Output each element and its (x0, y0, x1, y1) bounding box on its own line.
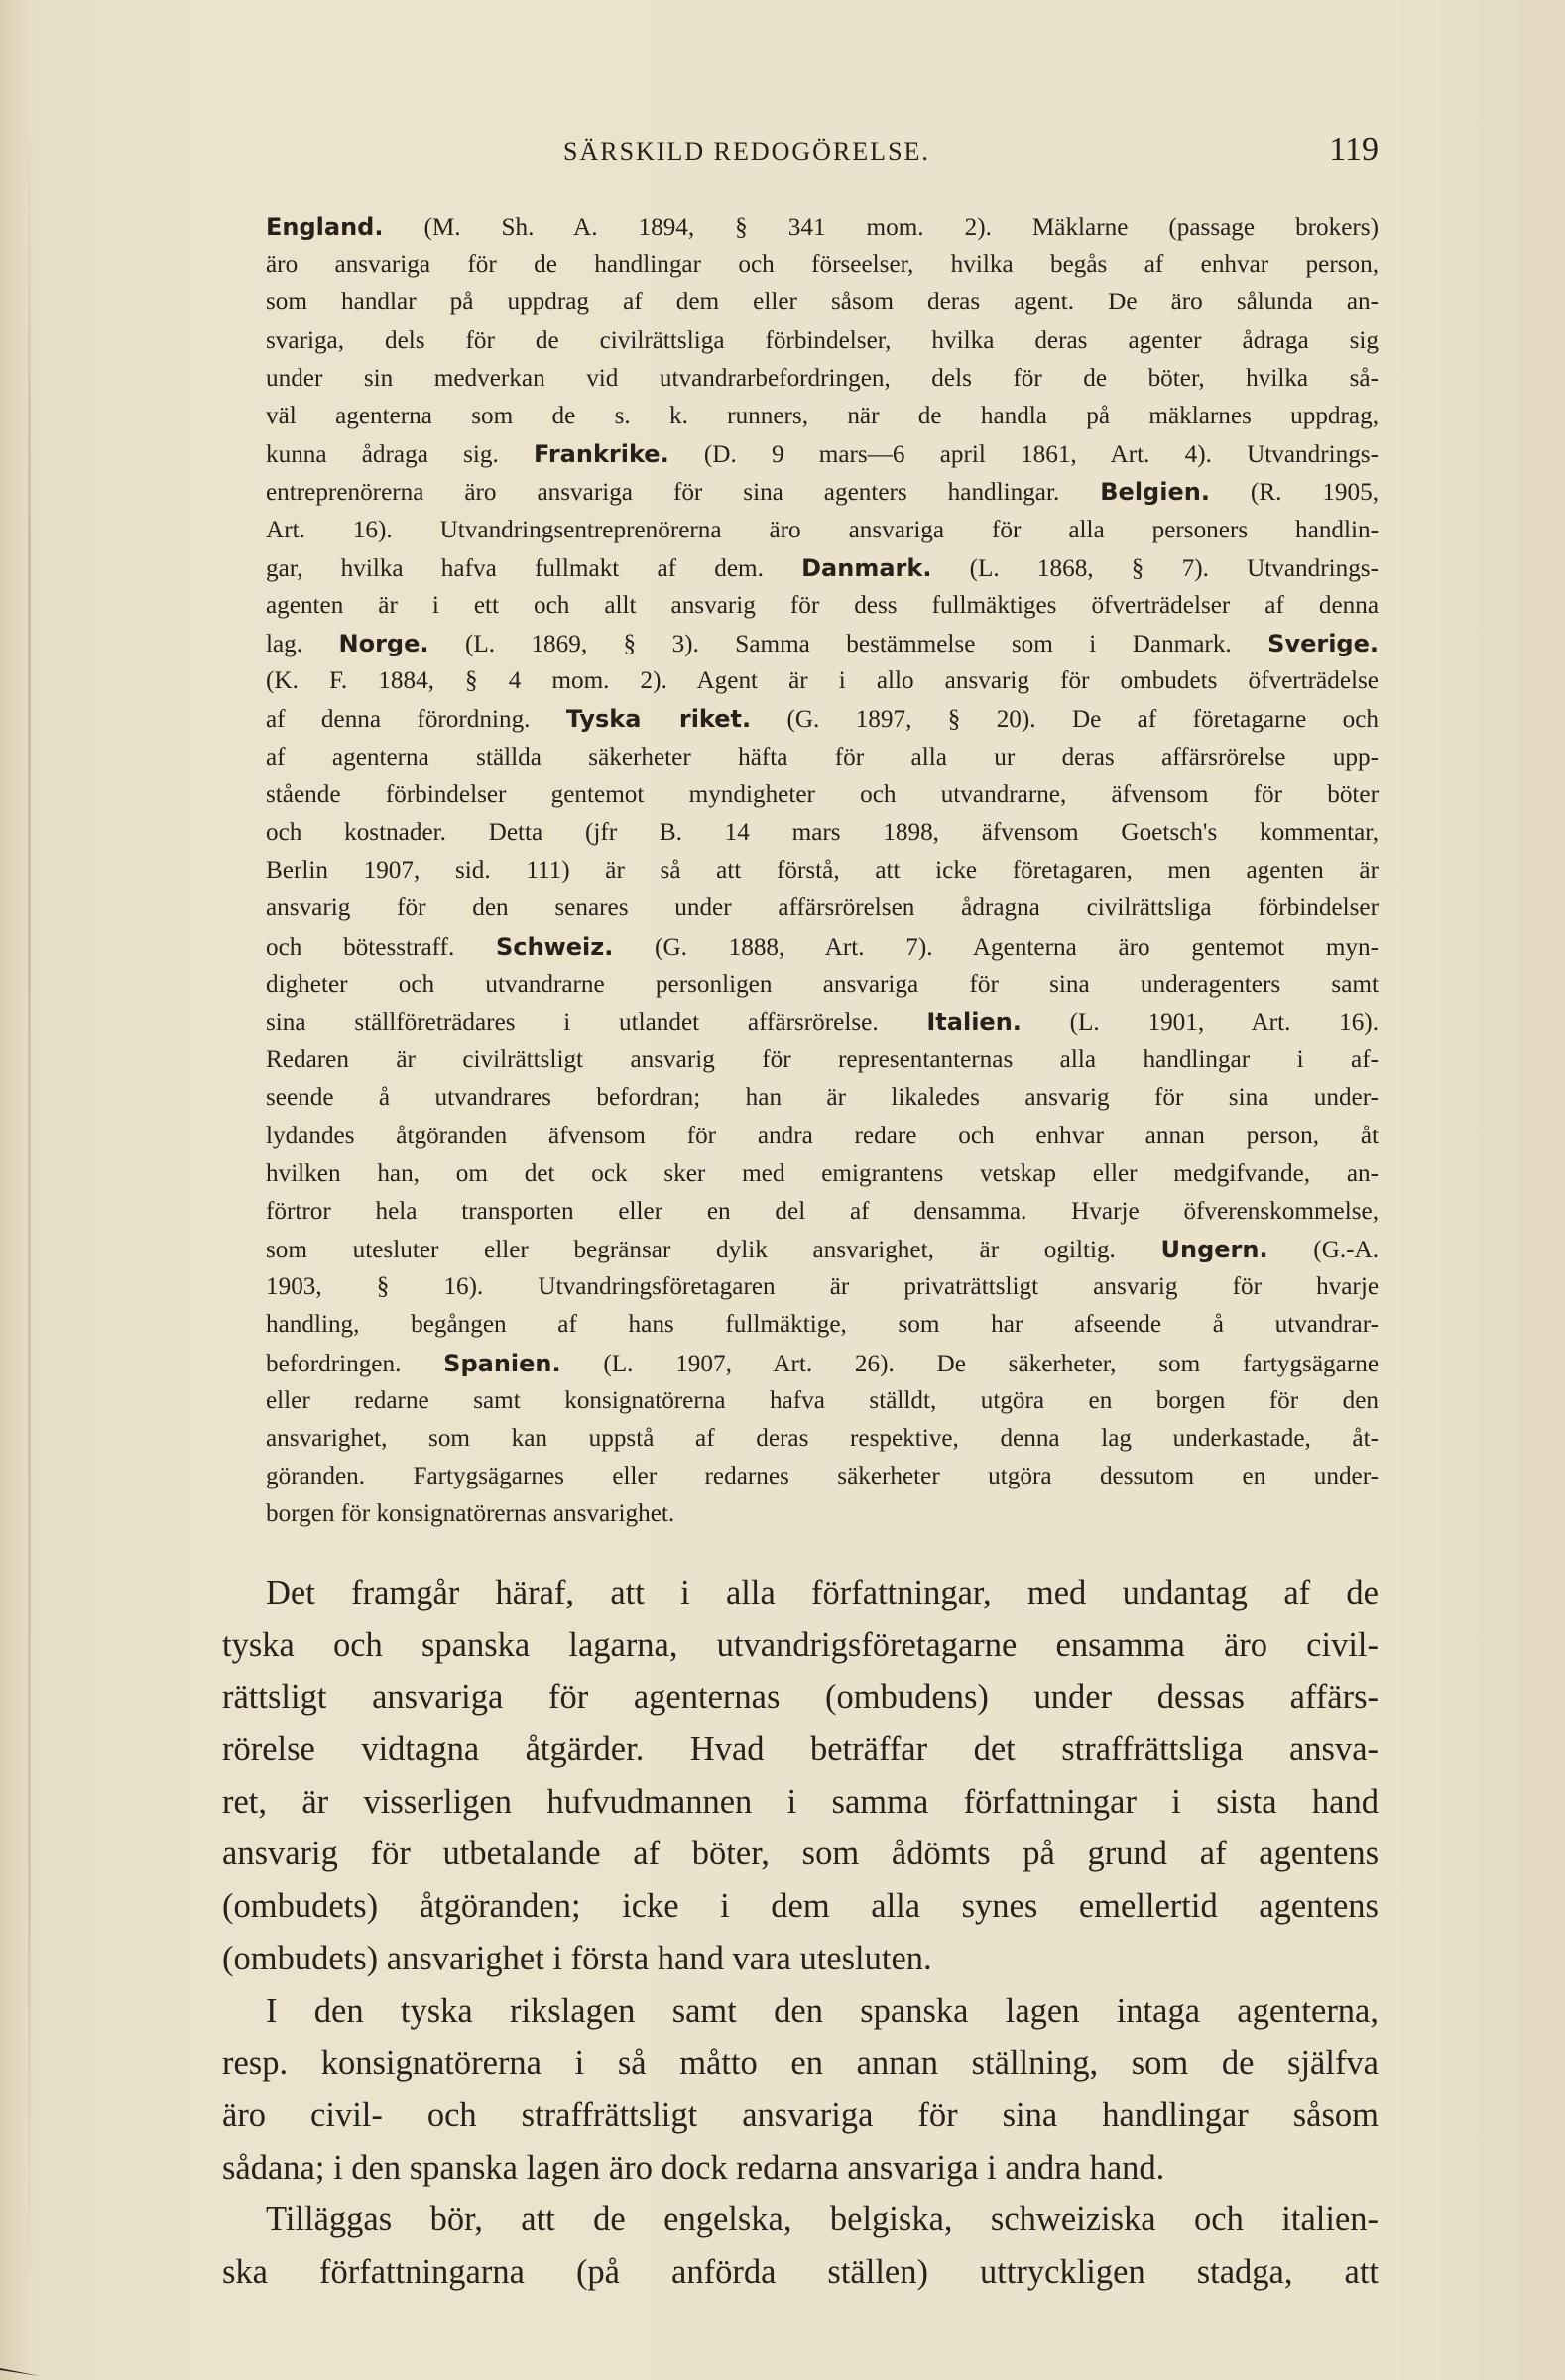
main-body-text (222, 1567, 1379, 2299)
text-run: seende å utvandrares befordran; han är likaledes ansvarig för sina under- (266, 1084, 1379, 1112)
country-heading: Ungern. (1160, 1236, 1268, 1264)
small-print-line (266, 587, 1379, 625)
small-print-line (266, 1079, 1379, 1117)
body-line: ansvarig för utbetalande af böter, som ådömts på grund af agentens (222, 1835, 1379, 1873)
small-print-line (266, 1420, 1379, 1458)
body-line: Tilläggas bör, att de engelska, belgiska, schweiziska och italien- (266, 2201, 1379, 2239)
country-heading: Italien. (926, 1008, 1022, 1036)
small-print-line (266, 512, 1379, 549)
small-print-line (266, 1306, 1379, 1344)
text-run: under sin medverkan vid utvandrarbefordringen, dels för de böter, hvilka så- (266, 364, 1379, 392)
text-run: befordringen. (266, 1350, 444, 1377)
country-heading: Danmark. (801, 553, 932, 582)
body-line: rättsligt ansvariga för agenternas (ombudens) under dessas affärs- (222, 1678, 1379, 1717)
text-run: (K. F. 1884, § 4 mom. 2). Agent är i allo ansvarig för ombudets öfverträdelse (266, 667, 1379, 695)
text-run: borgen för konsignatörernas ansvarighet. (266, 1500, 675, 1528)
body-line: ret, är visserligen hufvudmannen i samma författningar i sista hand (222, 1782, 1379, 1821)
small-print-line (266, 776, 1379, 814)
text-run: Redaren är civilrättsligt ansvarig för representanternas alla handlingar i af- (266, 1046, 1379, 1074)
text-run: göranden. Fartygsägarnes eller redarnes säkerheter utgöra dessutom en under- (266, 1463, 1379, 1490)
text-run: (D. 9 mars—6 april 1861, Art. 4). Utvandrings- (668, 441, 1379, 469)
small-print-section (266, 208, 1379, 1534)
text-run: lydandes åtgöranden äfvensom för andra redare och enhvar annan person, åt (266, 1122, 1379, 1149)
text-run: svariga, dels för de civilrättsliga förbindelser, hvilka deras agenter ådraga sig (266, 326, 1379, 354)
small-print-line (266, 1231, 1379, 1268)
text-run: ansvarig för den senares under affärsrörelsen ådragna civilrättsliga förbindelser (266, 894, 1379, 922)
small-print-line (266, 966, 1379, 1004)
page-corner-mark (0, 2340, 60, 2380)
small-print-line (266, 1155, 1379, 1193)
small-print-line (266, 1382, 1379, 1420)
body-line: rörelse vidtagna åtgärder. Hvad beträffar det straffrättsliga ansva- (222, 1730, 1379, 1769)
page-number: 119 (1329, 131, 1379, 168)
text-run: äro ansvariga för de handlingar och förseelser, hvilka begås af enhvar person, (266, 251, 1379, 279)
text-run: agenten är i ett och allt ansvarig för dess fullmäktiges öfverträdelser af denna (266, 591, 1379, 619)
small-print-line (266, 246, 1379, 284)
text-run: (R. 1905, (1209, 479, 1379, 507)
small-print-line (266, 852, 1379, 890)
body-line: resp. konsignatörerna i så måtto en annan ställning, som de själfva (222, 2044, 1379, 2082)
small-print-line (266, 1345, 1379, 1382)
small-print-line (266, 890, 1379, 927)
text-run: väl agenterna som de s. k. runners, när de handla på mäklarnes uppdrag, (266, 402, 1379, 429)
text-run: ansvarighet, som kan uppstå af deras respektive, denna lag underkastade, åt- (266, 1425, 1379, 1452)
text-run: digheter och utvandrarne personligen ansvariga för sina underagenters samt (266, 970, 1379, 998)
small-print-line (266, 739, 1379, 776)
body-line: Det framgår häraf, att i alla författningar, med undantag af de (266, 1574, 1379, 1611)
country-heading: Norge. (338, 630, 429, 658)
country-heading: Belgien. (1100, 478, 1210, 507)
text-run: (G. 1897, § 20). De af företagarne och (751, 706, 1379, 734)
text-run: (L. 1901, Art. 16). (1021, 1009, 1379, 1036)
small-print-line (266, 928, 1379, 966)
small-print-line (266, 208, 1379, 246)
text-run: entreprenörerna äro ansvariga för sina agenters handlingar. (266, 479, 1101, 507)
small-print-line (266, 1458, 1379, 1495)
text-run: 1903, § 16). Utvandringsföretagaren är privaträttsligt ansvarig för hvarje (266, 1273, 1379, 1301)
body-line: I den tyska rikslagen samt den spanska lagen intaga agenterna, (266, 1991, 1379, 2030)
small-print-line (266, 1004, 1379, 1041)
body-line: sådana; i den spanska lagen äro dock redarna ansvariga i andra hand. (222, 2148, 1165, 2187)
text-run: sina ställföreträdares i utlandet affärsrörelse. (266, 1009, 927, 1036)
text-run: af agenterna ställda säkerheter häfta för alla ur deras affärsrörelse upp- (266, 743, 1379, 771)
body-line: äro civil- och straffrättsligt ansvariga för sina handlingar såsom (222, 2095, 1379, 2134)
small-print-line (266, 1495, 1379, 1533)
small-print-line (266, 814, 1379, 852)
text-run: Berlin 1907, sid. 111) är så att förstå, att icke företagaren, men agenten är (266, 857, 1379, 885)
text-run: och kostnader. Detta (jfr B. 14 mars 1898, äfvensom Goetsch's kommentar, (266, 819, 1379, 846)
small-print-line (266, 473, 1379, 511)
text-run: (G.-A. (1267, 1237, 1379, 1264)
text-run: (L. 1907, Art. 26). De säkerheter, som fartygsägarne (560, 1350, 1379, 1377)
text-run: (L. 1868, § 7). Utvandrings- (931, 554, 1379, 582)
small-print-line (266, 662, 1379, 700)
small-print-line (266, 1268, 1379, 1306)
country-heading: Frankrike. (533, 440, 669, 469)
small-print-line (266, 360, 1379, 398)
text-run: hvilken han, om det ock sker med emigrantens vetskap eller medgifvande, an- (266, 1159, 1379, 1187)
text-run: och bötesstraff. (266, 933, 496, 961)
text-run: stående förbindelser gentemot myndigheter och utvandrarne, äfvensom för böter (266, 780, 1379, 808)
body-line: (ombudets) ansvarighet i första hand vara utesluten. (222, 1939, 932, 1977)
small-print-line (266, 322, 1379, 360)
small-print-line (266, 435, 1379, 473)
small-print-line (266, 1193, 1379, 1231)
small-print-line (266, 284, 1379, 321)
small-print-line (266, 1118, 1379, 1155)
text-run: (M. Sh. A. 1894, § 341 mom. 2). Mäklarne (passage brokers) (383, 214, 1379, 241)
text-run: (G. 1888, Art. 7). Agenterna äro gentemot myn- (613, 933, 1379, 961)
text-run: af denna förordning. (266, 706, 566, 734)
page-header (266, 131, 1379, 178)
small-print-line (266, 700, 1379, 738)
body-line: tyska och spanska lagarna, utvandrigsföretagarne ensamma äro civil- (222, 1625, 1379, 1664)
small-print-line (266, 398, 1379, 435)
text-run: (L. 1869, § 3). Samma bestämmelse som i Danmark. (428, 631, 1268, 658)
binding-shadow (28, 119, 31, 2301)
text-run: lag. (266, 631, 339, 658)
text-run: handling, begången af hans fullmäktige, som har afseende å utvandrar- (266, 1311, 1379, 1339)
small-print-line (266, 625, 1379, 662)
small-print-line (266, 549, 1379, 587)
body-line: (ombudets) åtgöranden; icke i dem alla synes emellertid agentens (222, 1887, 1379, 1926)
country-heading: England. (266, 213, 384, 241)
text-run: som handlar på uppdrag af dem eller såsom deras agent. De äro sålunda an- (266, 289, 1379, 316)
text-run: kunna ådraga sig. (266, 441, 534, 469)
running-title: SÄRSKILD REDOGÖRELSE. (563, 137, 930, 166)
country-heading: Tyska riket. (565, 705, 752, 734)
country-heading: Spanien. (443, 1349, 561, 1377)
text-run: eller redarne samt konsignatörerna hafva ställdt, utgöra en borgen för den (266, 1386, 1379, 1414)
small-print-line (266, 1041, 1379, 1079)
text-run: förtror hela transporten eller en del af densamma. Hvarje öfverenskommelse, (266, 1197, 1379, 1225)
country-heading: Schweiz. (495, 932, 614, 961)
country-heading: Sverige. (1267, 630, 1379, 658)
text-run: gar, hvilka hafva fullmakt af dem. (266, 554, 802, 582)
body-line: ska författningarna (på anförda ställen) uttryckligen stadga, att (222, 2252, 1379, 2291)
text-run: Art. 16). Utvandringsentreprenörerna äro ansvariga för alla personers handlin- (266, 516, 1379, 543)
text-run: som utesluter eller begränsar dylik ansvarighet, är ogiltig. (266, 1237, 1161, 1264)
